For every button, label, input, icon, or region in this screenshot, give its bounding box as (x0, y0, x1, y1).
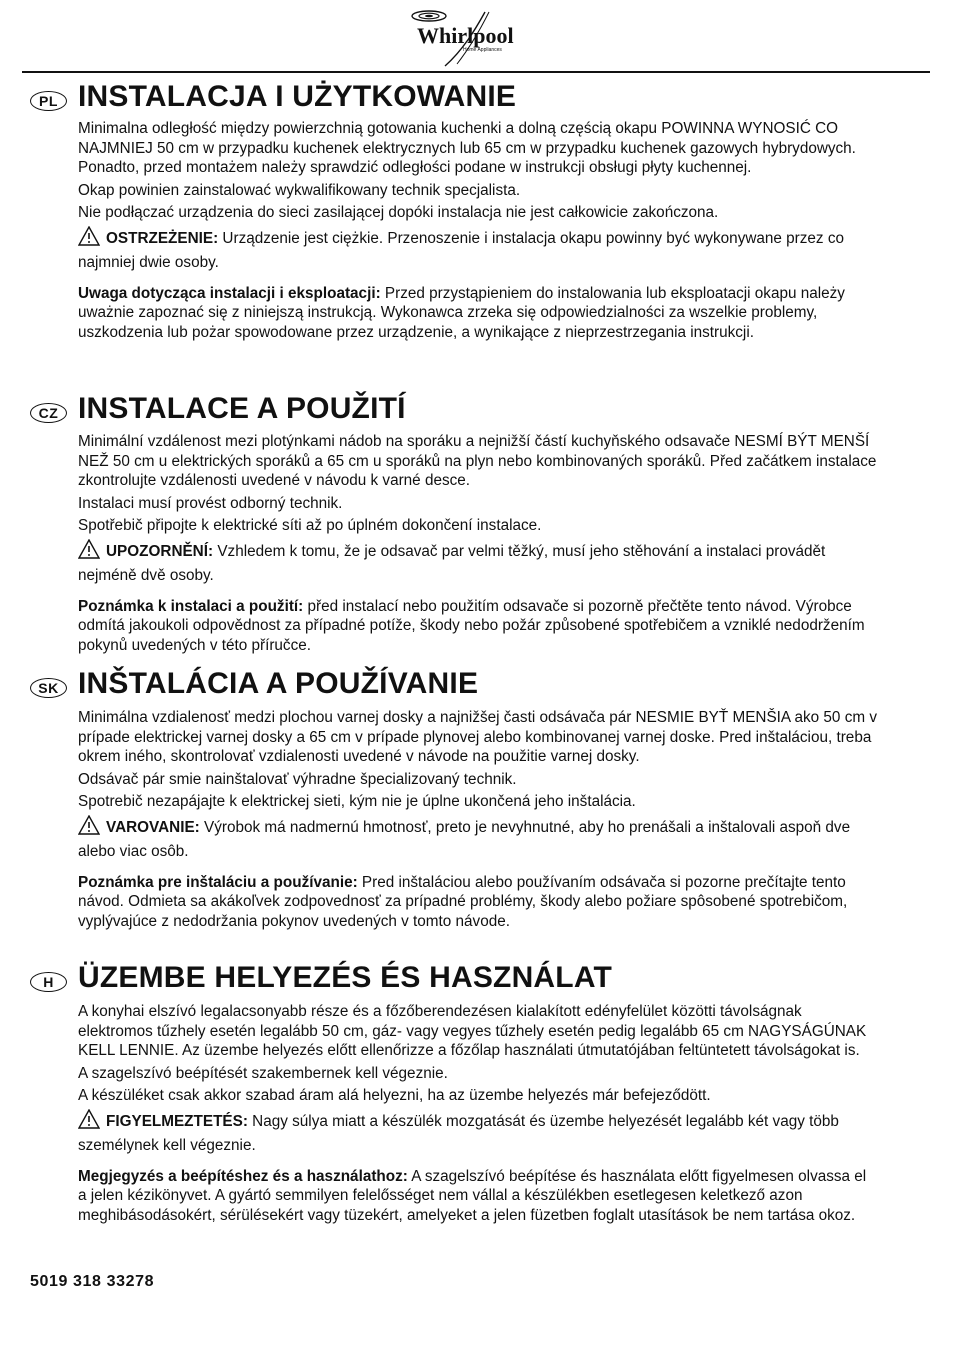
paragraph: Instalaci musí provést odborný technik. (78, 494, 343, 512)
warning-icon (78, 539, 100, 559)
paragraph: Odsávač pár smie nainštalovať výhradne špecializovaný technik. (78, 770, 517, 788)
warning-text: Nagy súlya miatt a készülék mozgatását és üzembe helyezését legalább két vagy több személynek kell végeznie. (78, 1112, 839, 1154)
warning-text: Vzhledem k tomu, že je odsavač par velmi těžký, musí jeho stěhování a instalaci provádět nejméně dvě osoby. (78, 542, 826, 584)
language-badge: PL (30, 91, 67, 111)
section-body (78, 432, 878, 655)
section-heading: INSTALACJA I UŻYTKOWANIE (78, 80, 517, 113)
warning-label: VAROVANIE: (106, 818, 200, 836)
note-paragraph (78, 597, 878, 656)
section-body (78, 708, 878, 931)
section-body (78, 119, 878, 342)
section-body (78, 1002, 878, 1225)
language-badge: SK (30, 678, 67, 698)
note-label: Megjegyzés a beépítéshez és a használathoz: (78, 1167, 408, 1185)
section-heading: INŠTALÁCIA A POUŽÍVANIE (78, 667, 479, 700)
note-text: A szagelszívó beépítése és használata előtt figyelmesen olvassa el a jelen kézikönyvet. A gyártó semmilyen felelősséget nem vállal a készülékben esetlegesen keletkező azon meghibásodásokért, sérülésekért vagy tüzekért, amelyeket a jelen füzetben foglalt utasítások be nem tartása okoz. (78, 1167, 867, 1224)
paragraph: A készüléket csak akkor szabad áram alá helyezni, ha az üzembe helyezés már befejeződött. (78, 1087, 711, 1104)
note-label: Uwaga dotycząca instalacji i eksploatacji: (78, 284, 381, 302)
whirlpool-logo (405, 6, 527, 70)
warning-icon (78, 1109, 100, 1129)
warning-icon (78, 815, 100, 835)
warning-paragraph (78, 1109, 878, 1158)
note-paragraph (78, 284, 878, 343)
part-number: 5019 318 33278 (30, 1273, 155, 1290)
section-heading: INSTALACE A POUŽITÍ (78, 392, 406, 425)
paragraph: Okap powinien zainstalować wykwalifikowany technik specjalista. (78, 181, 521, 199)
warning-paragraph (78, 539, 878, 588)
paragraph: Spotřebič připojte k elektrické síti až po úplném dokončení instalace. (78, 517, 542, 534)
warning-label: OSTRZEŻENIE: (106, 229, 219, 247)
paragraph: Minimalna odległość między powierzchnią gotowania kuchenki a dolną częścią okapu POWINNA WYNOSIĆ CO NAJMNIEJ 50 cm w przypadku kuchenek elektrycznych lub 65 cm w przypadku kuchenek gazowych hybrydowych. Ponadto, przed montażem należy sprawdzić odległości podane w instrukcji obsługi płyty kuchennej. (78, 120, 856, 176)
header-rule (22, 71, 930, 73)
language-badge: CZ (30, 403, 67, 423)
paragraph: Minimální vzdálenost mezi plotýnkami nádob na sporáku a nejnižší částí kuchyňského odsavače NESMÍ BÝT MENŠÍ NEŽ 50 cm u elektrických sporáků a 65 cm u sporáků na plyn nebo kombinovaných sporáků. Před začátkem instalace zkontrolujte vzdálenosti uvedené v návodu k varné desce. (78, 433, 877, 489)
note-label: Poznámka pre inštaláciu a používanie: (78, 873, 358, 891)
section-heading: ÜZEMBE HELYEZÉS ÉS HASZNÁLAT (78, 961, 612, 994)
note-paragraph (78, 1167, 878, 1226)
warning-paragraph (78, 226, 878, 275)
paragraph: A szagelszívó beépítését szakembernek kell végeznie. (78, 1064, 448, 1082)
language-badge: H (30, 972, 67, 992)
note-label: Poznámka k instalaci a použití: (78, 597, 304, 615)
paragraph: A konyhai elszívó legalacsonyabb része és a főzőberendezésen kialakított edényfelület közötti távolságnak elektromos tűzhely esetén legalább 50 cm, gáz- vagy vegyes tűzhely esetén pedig legalább 65 cm NAGYSÁGÚNAK KELL LENNIE. Az üzembe helyezés előtt ellenőrizze a főzőlap használati útmutatójában feltüntetett távolságokat is. (78, 1003, 867, 1059)
brand-name: Whirlpool (417, 23, 514, 48)
note-text: před instalací nebo použitím odsavače si pozorně přečtěte tento návod. Výrobce odmítá jakoukoli odpovědnost za případné potíže, škody nebo požár způsobené spotřebičem a vzniklé nedodržením pokynů uvedených v této příručce. (78, 597, 865, 654)
paragraph: Nie podłączać urządzenia do sieci zasilającej dopóki instalacja nie jest całkowicie zakończona. (78, 204, 719, 221)
warning-icon (78, 226, 100, 246)
note-text: Przed przystąpieniem do instalowania lub eksploatacji okapu należy uważnie zapoznać się z niniejszą instrukcją. Wykonawca zrzeka się odpowiedzialności za wszelkie problemy, uszkodzenia lub pożar spowodowane przez urządzenie, a wynikające z nieprzestrzegania instrukcji. (78, 284, 845, 341)
paragraph: Minimálna vzdialenosť medzi plochou varnej dosky a najnižšej časti odsávača pár NESMIE BYŤ MENŠIA ako 50 cm v prípade elektrickej varnej dosky a 65 cm v prípade plynovej alebo kombinovanej varnej doske. Pred inštaláciou, treba okrem iného, skontrolovať vzdialenosti uvedené v návode na použitie varnej dosky. (78, 709, 877, 765)
warning-label: FIGYELMEZTETÉS: (106, 1112, 248, 1130)
warning-text: Výrobok má nadmernú hmotnosť, preto je nevyhnutné, aby ho prenášali a inštalovali aspoň dve alebo viac osôb. (78, 818, 851, 860)
paragraph: Spotrebič nezapájajte k elektrickej sieti, kým nie je úplne ukončená jeho inštalácia. (78, 793, 636, 810)
warning-label: UPOZORNĚNÍ: (106, 542, 214, 560)
note-text: Pred inštaláciou alebo používaním odsávača si pozorne prečítajte tento návod. Odmieta sa akákoľvek zodpovednosť za prípadné problémy, škody alebo požiare spôsobené spotrebičom, vyplývajúce z nedodržania pokynov uvedených v tomto návode. (78, 873, 848, 930)
warning-paragraph (78, 815, 878, 864)
warning-text: Urządzenie jest ciężkie. Przenoszenie i instalacja okapu powinny być wykonywane przez co najmniej dwie osoby. (78, 229, 844, 271)
brand-tagline: Home Appliances (463, 47, 502, 53)
note-paragraph (78, 873, 878, 932)
